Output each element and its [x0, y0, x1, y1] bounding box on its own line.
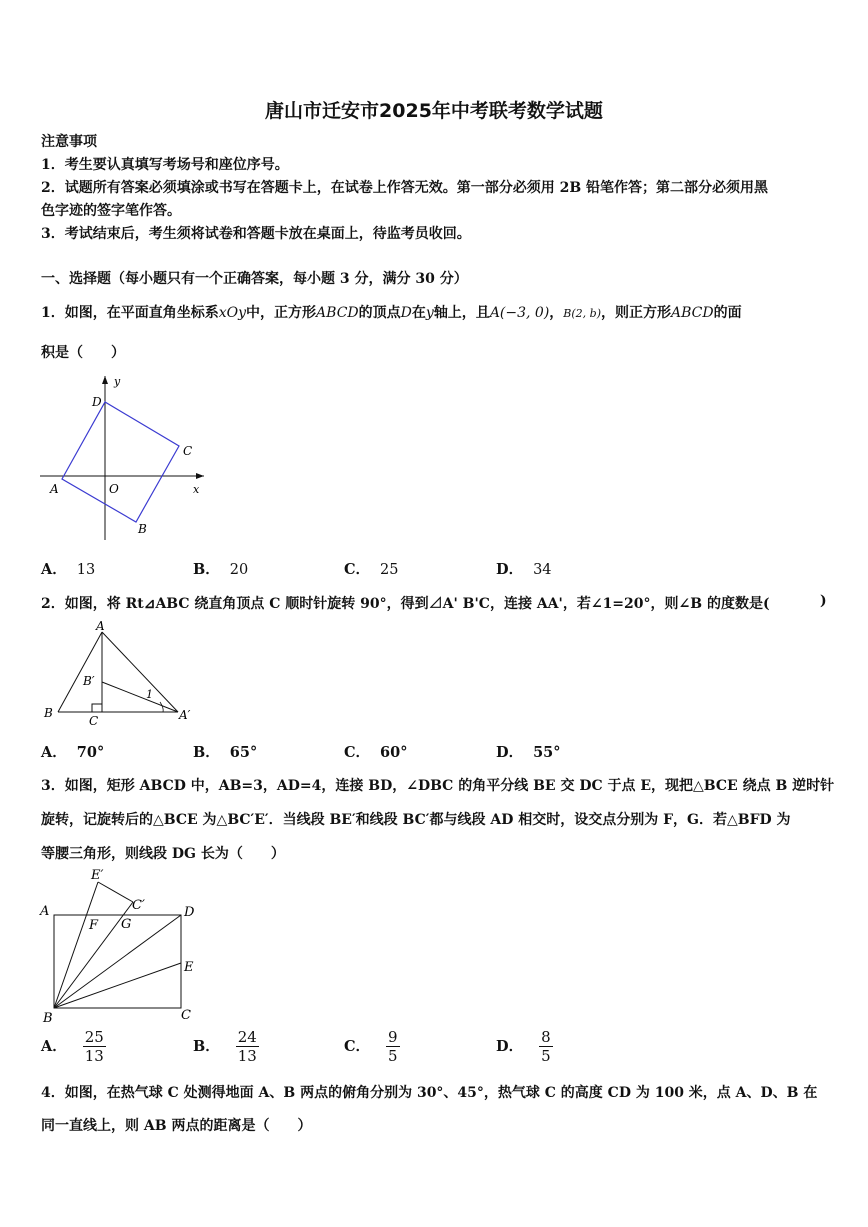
- q1-label-A: A: [50, 482, 59, 496]
- q1-label-y: y: [114, 375, 121, 388]
- q2-option-c[interactable]: [344, 741, 417, 762]
- question-2-close: ): [820, 593, 827, 609]
- q3-option-a-numerator: 25: [84, 1028, 104, 1046]
- q2-option-d-key: D．: [496, 744, 524, 761]
- q3-option-c-denominator: 5: [388, 1047, 398, 1065]
- q2-option-c-value: 60°: [380, 744, 408, 761]
- q1-option-b-key: B．: [193, 561, 220, 578]
- q2-label-C: C: [89, 714, 99, 728]
- q1-math-d: D: [400, 305, 412, 321]
- q1-text-2: 中，正方形: [246, 305, 317, 321]
- q1-option-d-key: D．: [496, 561, 524, 578]
- q2-option-d-value: 55°: [533, 744, 561, 761]
- q1-comma: ，: [549, 305, 564, 321]
- q2-option-b-value: 65°: [229, 744, 258, 761]
- q1-text-5: 轴上，且: [433, 305, 490, 321]
- q1-option-b-value: 20: [229, 562, 249, 578]
- question-3-line3: 等腰三角形，则线段 DG 长为（ ）: [41, 846, 285, 862]
- q1-math-abcd2: ABCD: [671, 305, 714, 321]
- q1-option-c[interactable]: [344, 558, 399, 579]
- q2-label-A: A: [96, 619, 105, 633]
- q1-option-d[interactable]: [496, 558, 552, 579]
- q1-text-1: 1．如图，在平面直角坐标系: [41, 305, 219, 321]
- q3-option-a-denominator: 13: [84, 1047, 104, 1065]
- q3-option-c-key: C．: [344, 1037, 371, 1055]
- question-3-line2: 旋转，记旋转后的△BCE 为△BC′E′．当线段 BE′和线段 BC′都与线段 AD 相交时，设交点分别为 F，G．若△BFD 为: [41, 812, 791, 828]
- notice-item-1: 1．考生要认真填写考场号和座位序号。: [41, 157, 289, 173]
- q2-label-angle-1: 1: [146, 688, 153, 701]
- q3-option-c[interactable]: [344, 1028, 400, 1065]
- q3-option-d-numerator: 8: [541, 1028, 551, 1046]
- q2-option-a-value: 70°: [76, 744, 105, 761]
- q3-label-E-prime: E′: [91, 868, 104, 883]
- q1-math-abcd: ABCD: [316, 305, 359, 321]
- question-3-line1: 3．如图，矩形 ABCD 中，AB=3，AD=4，连接 BD，∠DBC 的角平分线 BE 交 DC 于点 E，现把△BCE 绕点 B 逆时针: [41, 778, 835, 794]
- q1-label-D: D: [92, 395, 102, 409]
- q1-text-3: 的顶点: [358, 305, 401, 321]
- q2-option-b[interactable]: [193, 741, 267, 762]
- page-title: 唐山市迁安市2025年中考联考数学试题: [265, 100, 603, 122]
- question-1-line1: [41, 302, 742, 322]
- q3-label-C: C: [181, 1008, 191, 1023]
- q3-label-D: D: [184, 905, 195, 920]
- notice-heading: 注意事项: [41, 134, 97, 150]
- q3-option-a-fraction: [83, 1028, 106, 1065]
- q2-figure: [38, 618, 198, 730]
- q3-option-a[interactable]: [41, 1028, 106, 1065]
- q3-option-b-numerator: 24: [237, 1028, 257, 1046]
- q3-option-b-denominator: 13: [237, 1047, 257, 1065]
- notice-item-2-cont: 色字迹的签字笔作答。: [41, 203, 181, 219]
- q2-label-B-prime: B′: [83, 674, 95, 688]
- question-2-text: 2．如图，将 Rt⊿ABC 绕直角顶点 C 顺时针旋转 90°，得到⊿A' B'C，连接 AA'，若∠1=20°，则∠B 的度数是(: [41, 596, 770, 612]
- q3-option-a-key: A．: [41, 1037, 67, 1055]
- q3-label-F: F: [89, 918, 99, 933]
- question-4-line2: 同一直线上，则 AB 两点的距离是（ ）: [41, 1118, 312, 1134]
- q1-option-a-value: 13: [76, 562, 96, 578]
- q3-option-c-numerator: 9: [388, 1028, 398, 1046]
- q3-label-E: E: [184, 960, 194, 975]
- q2-option-b-key: B．: [193, 744, 220, 761]
- q1-option-a[interactable]: [41, 558, 95, 579]
- q1-label-B: B: [138, 522, 147, 536]
- q2-option-c-key: C．: [344, 744, 371, 761]
- section-heading: 一、选择题（每小题只有一个正确答案，每小题 3 分，满分 30 分）: [41, 271, 468, 287]
- q3-label-G: G: [121, 917, 132, 932]
- q3-option-b-fraction: [236, 1028, 259, 1065]
- q1-option-b[interactable]: [193, 558, 248, 579]
- q3-option-d-fraction: [539, 1028, 553, 1065]
- q1-option-a-key: A．: [41, 561, 67, 578]
- q2-label-A-prime: A′: [179, 708, 191, 722]
- q1-math-xoy: xOy: [218, 305, 247, 321]
- q3-option-d-denominator: 5: [541, 1047, 551, 1065]
- q3-option-c-fraction: [386, 1028, 400, 1065]
- q1-label-x: x: [193, 483, 200, 496]
- q1-math-a: A(−3, 0): [489, 305, 550, 321]
- q3-option-b[interactable]: [193, 1028, 259, 1065]
- q3-figure: [36, 864, 206, 1024]
- q1-math-y: y: [425, 305, 434, 321]
- q1-text-6: ，则正方形: [601, 305, 671, 321]
- q1-label-C: C: [183, 444, 193, 458]
- notice-item-2: 2．试题所有答案必须填涂或书写在答题卡上，在试卷上作答无效。第一部分必须用 2B 铅笔作答；第二部分必须用黑: [41, 180, 769, 196]
- question-4-line1: 4．如图，在热气球 C 处测得地面 A、B 两点的俯角分别为 30°、45°，热气球 C 的高度 CD 为 100 米，点 A、D、B 在: [41, 1085, 818, 1101]
- q1-option-c-value: 25: [380, 562, 399, 578]
- q2-option-d[interactable]: [496, 741, 571, 762]
- q2-label-B: B: [44, 706, 53, 720]
- q1-option-c-key: C．: [344, 561, 371, 578]
- q3-label-A: A: [40, 904, 50, 919]
- q2-option-a[interactable]: [41, 741, 114, 762]
- q2-option-a-key: A．: [41, 744, 67, 761]
- q1-text-7: 的面: [713, 305, 742, 321]
- q1-figure: [36, 370, 216, 545]
- q1-text-4: 在: [411, 305, 426, 321]
- notice-item-3: 3．考试结束后，考生须将试卷和答题卡放在桌面上，待监考员收回。: [41, 226, 471, 242]
- q3-label-C-prime: C′: [132, 898, 145, 913]
- q1-math-b: B(2, b): [563, 307, 601, 320]
- question-1-line2: 积是（ ）: [41, 345, 125, 361]
- q3-option-b-key: B．: [193, 1037, 220, 1055]
- q1-option-d-value: 34: [533, 562, 552, 578]
- q1-label-O: O: [109, 482, 119, 496]
- q3-option-d[interactable]: [496, 1028, 553, 1065]
- q3-option-d-key: D．: [496, 1037, 524, 1055]
- q3-label-B: B: [43, 1011, 53, 1024]
